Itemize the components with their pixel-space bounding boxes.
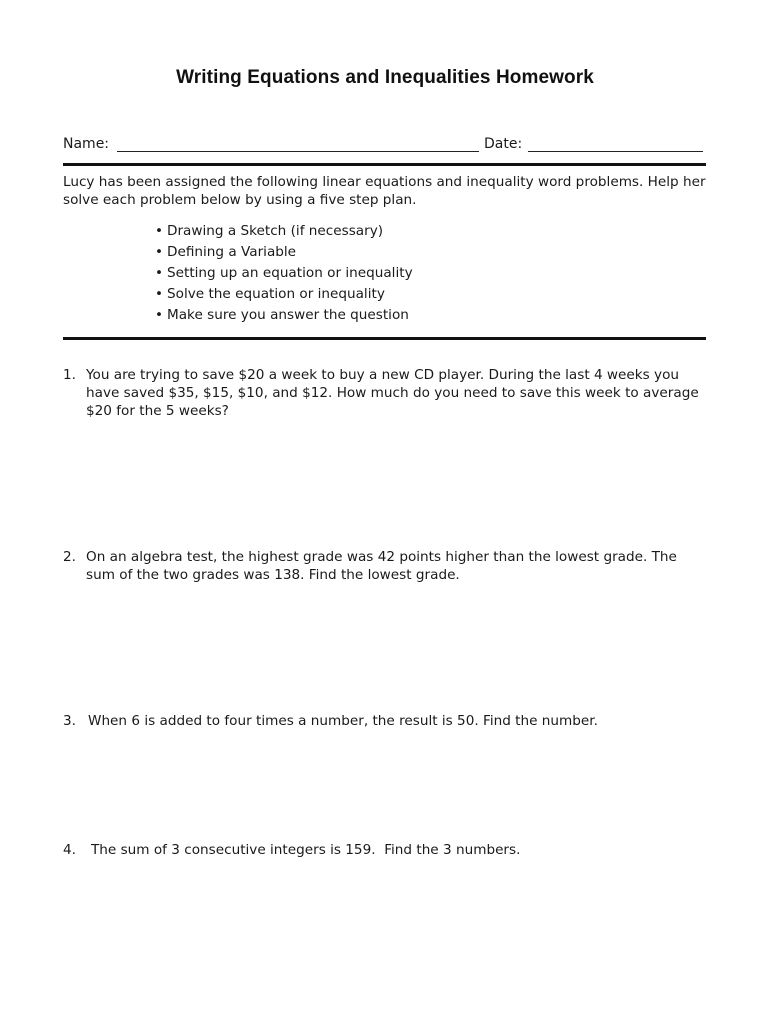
intro-paragraph: Lucy has been assigned the following linear equations and inequality word problems. Help her solve each problem below by using a five step plan. (63, 174, 706, 208)
question-number: 1. (63, 367, 76, 383)
list-item (155, 305, 413, 326)
date-label: Date: (484, 136, 523, 152)
list-item (155, 284, 413, 305)
list-item (155, 242, 413, 263)
bullet-icon: • (155, 307, 164, 323)
question-number: 2. (63, 549, 76, 565)
bullet-icon: • (155, 286, 164, 302)
step-label: Drawing a Sketch (if necessary) (167, 223, 384, 239)
name-label: Name: (63, 136, 110, 152)
question-number: 4. (63, 842, 76, 858)
bottom-divider (63, 337, 706, 340)
top-divider (63, 163, 706, 166)
worksheet-title: Writing Equations and Inequalities Homework (176, 67, 594, 88)
question-text: When 6 is added to four times a number, the result is 50. Find the number. (88, 713, 598, 729)
name-date-row (63, 136, 705, 156)
name-blank-line[interactable] (117, 151, 479, 152)
question-2 (63, 548, 708, 584)
step-label: Make sure you answer the question (167, 307, 409, 323)
question-1 (63, 366, 708, 420)
question-text: You are trying to save $20 a week to buy a new CD player. During the last 4 weeks you have saved $35, $15, $10, and $12. How much do you need to save this week to average $20 for the 5 weeks? (86, 367, 699, 419)
question-text: The sum of 3 consecutive integers is 159. Find the 3 numbers. (91, 842, 521, 858)
list-item (155, 263, 413, 284)
step-label: Solve the equation or inequality (167, 286, 385, 302)
question-4 (63, 841, 708, 859)
date-blank-line[interactable] (528, 151, 703, 152)
list-item (155, 221, 413, 242)
bullet-icon: • (155, 265, 164, 281)
question-text: On an algebra test, the highest grade was 42 points higher than the lowest grade. The sum of the two grades was 138. Find the lowest grade. (86, 549, 677, 583)
five-step-plan-list (155, 221, 413, 326)
bullet-icon: • (155, 244, 164, 260)
bullet-icon: • (155, 223, 164, 239)
step-label: Defining a Variable (167, 244, 297, 260)
question-number: 3. (63, 713, 76, 729)
step-label: Setting up an equation or inequality (167, 265, 413, 281)
question-3 (63, 712, 708, 730)
